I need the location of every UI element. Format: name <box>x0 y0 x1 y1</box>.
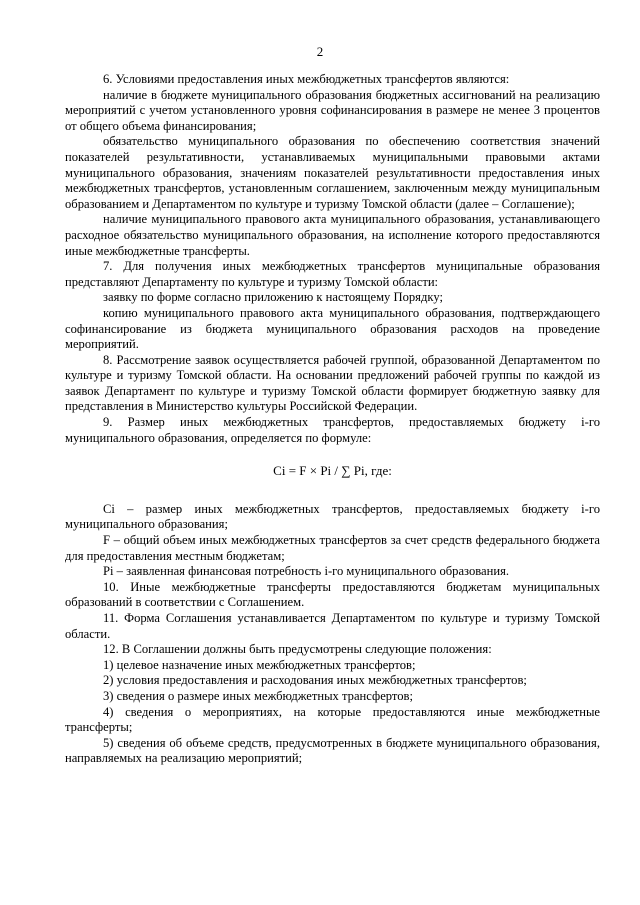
paragraph-item-11: 11. Форма Соглашения устанавливается Департаментом по культуре и туризму Томской области. <box>65 611 600 641</box>
paragraph-f-definition: F – общий объем иных межбюджетных трансфертов за счет средств федерального бюджета для предоставления местным бюджетам; <box>65 533 600 563</box>
paragraph-condition-legal-act: наличие муниципального правового акта муниципального образования, устанавливающего расходное обязательство муниципального образования, на исполнение которого предоставляются иные межбюджетные трансферты. <box>65 212 600 258</box>
paragraph-provision-1: 1) целевое назначение иных межбюджетных трансфертов; <box>103 657 416 672</box>
page-number: 2 <box>316 44 324 59</box>
paragraph-item-8: 8. Рассмотрение заявок осуществляется рабочей группой, образованной Департаментом по культуре и туризму Томской области. На основании предложений рабочей группы по каждой из заявок Департамент по культуре и туризму Томской области формирует бюджетную заявку для представления в Министерство культуры Российской Федерации. <box>65 352 600 414</box>
paragraph-condition-budget: наличие в бюджете муниципального образования бюджетных ассигнований на реализацию мероприятий с учетом установленного уровня софинансирования в размере не менее 3 процентов от общего объема финансирования; <box>65 87 600 133</box>
paragraph-provision-3: 3) сведения о размере иных межбюджетных трансфертов; <box>103 688 413 703</box>
paragraph-legal-act-copy: копию муниципального правового акта муниципального образования, подтверждающего софинансирование из бюджета муниципального образования расходов на проведение мероприятий. <box>65 305 600 352</box>
paragraph-application: заявку по форме согласно приложению к настоящему Порядку; <box>103 290 443 305</box>
paragraph-item-7: 7. Для получения иных межбюджетных трансфертов муниципальные образования представляют Департаменту по культуре и туризму Томской области: <box>65 259 600 289</box>
document-body <box>65 72 600 767</box>
paragraph-provision-4: 4) сведения о мероприятиях, на которые предоставляются иные межбюджетные трансферты; <box>65 704 600 735</box>
paragraph-condition-obligation: обязательство муниципального образования по обеспечению соответствия значений показателей результативности, устанавливаемых муниципальными правовыми актами муниципального образования, значениям показателей результативности предоставления иных межбюджетных трансфертов, установленным соглашением, заключенным между муниципальным образованием и Департаментом по культуре и туризму Томской области (далее – Соглашение); <box>65 134 600 211</box>
paragraph-item-12: 12. В Соглашении должны быть предусмотрены следующие положения: <box>103 642 492 657</box>
paragraph-pi-definition: Pi – заявленная финансовая потребность i-го муниципального образования. <box>103 564 510 579</box>
paragraph-conditions-heading: 6. Условиями предоставления иных межбюджетных трансфертов являются: <box>103 72 510 86</box>
paragraph-ci-definition: Ci – размер иных межбюджетных трансфертов, предоставляемых бюджету i-го муниципального образования; <box>65 501 600 532</box>
paragraph-provision-2: 2) условия предоставления и расходования иных межбюджетных трансфертов; <box>103 673 527 688</box>
formula: Ci = F × Pi / ∑ Pi, где: <box>273 463 392 479</box>
paragraph-item-10: 10. Иные межбюджетные трансферты предоставляются бюджетам муниципальных образований в соответствии с Соглашением. <box>65 579 600 610</box>
paragraph-provision-5: 5) сведения об объеме средств, предусмотренных в бюджете муниципального образования, направляемых на реализацию мероприятий; <box>65 735 600 766</box>
paragraph-item-9: 9. Размер иных межбюджетных трансфертов, предоставляемых бюджету i-го муниципального образования, определяется по формуле: <box>65 415 600 445</box>
